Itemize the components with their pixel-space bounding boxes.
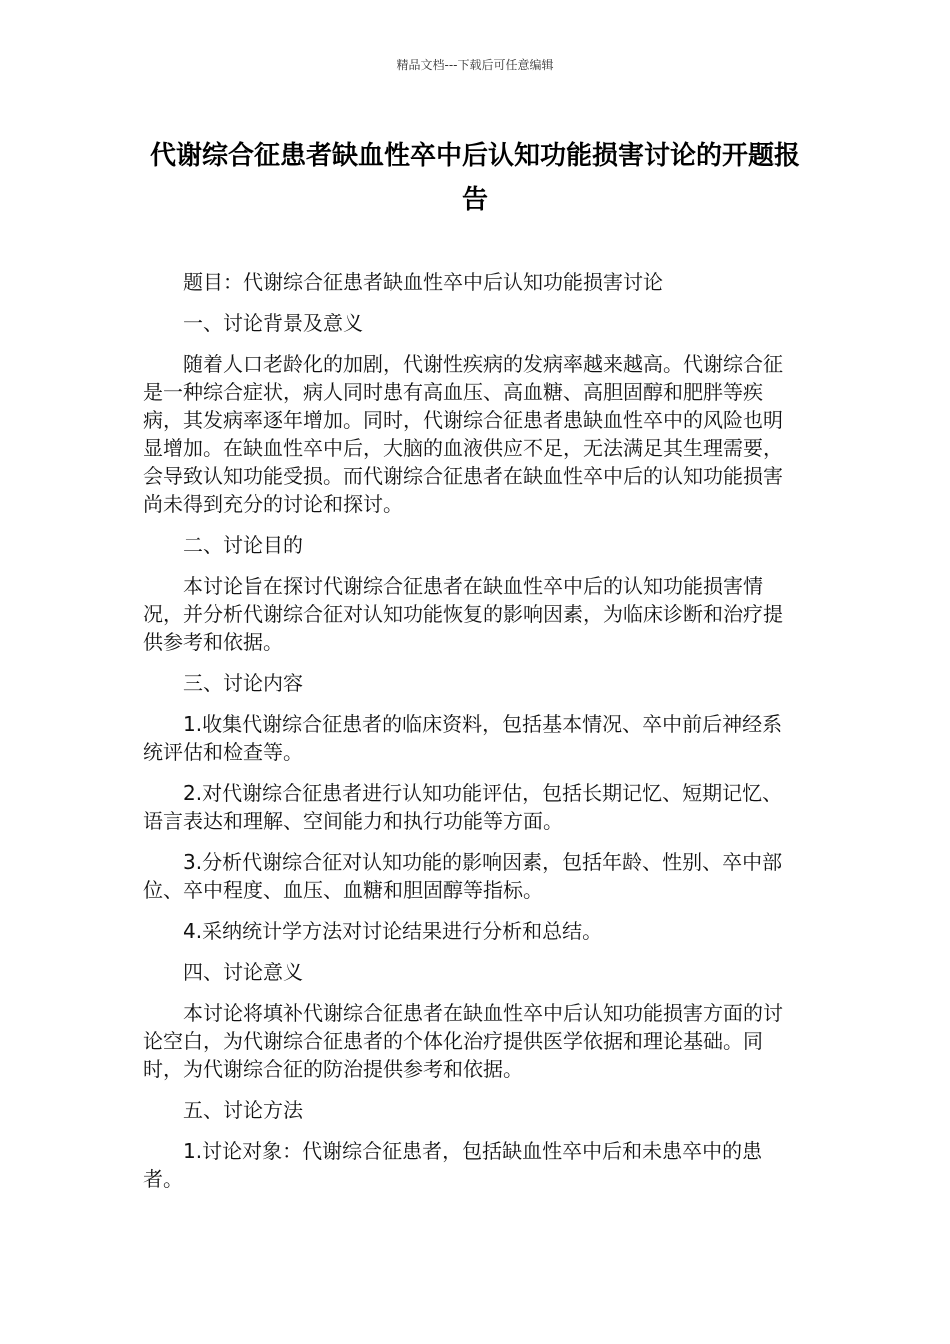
section-heading-background: 一、讨论背景及意义 — [183, 311, 363, 335]
purpose-paragraph: 本讨论旨在探讨代谢综合征患者在缺血性卒中后的认知功能损害情况，并分析代谢综合征对认知功能恢复的影响因素，为临床诊断和治疗提供参考和依据。 — [143, 574, 783, 654]
section-heading-purpose: 二、讨论目的 — [183, 533, 303, 557]
content-item-1: 1.收集代谢综合征患者的临床资料，包括基本情况、卒中前后神经系统评估和检查等。 — [143, 712, 783, 764]
document-title: 代谢综合征患者缺血性卒中后认知功能损害讨论的开题报告 — [149, 141, 800, 215]
section-heading-significance: 四、讨论意义 — [183, 960, 303, 984]
background-paragraph: 随着人口老龄化的加剧，代谢性疾病的发病率越来越高。代谢综合征是一种综合症状，病人同时患有高血压、高血糖、高胆固醇和肥胖等疾病，其发病率逐年增加。同时，代谢综合征患者患缺血性卒中的风险也明显增加。在缺血性卒中后，大脑的血液供应不足，无法满足其生理需要，会导致认知功能受损。而代谢综合征患者在缺血性卒中后的认知功能损害尚未得到充分的讨论和探讨。 — [143, 352, 783, 516]
document-body — [143, 268, 793, 1206]
header-note: 精品文档---下载后可任意编辑 — [396, 58, 554, 72]
content-item-4: 4.采纳统计学方法对讨论结果进行分析和总结。 — [183, 919, 603, 943]
section-heading-method: 五、讨论方法 — [183, 1098, 303, 1122]
content-item-3: 3.分析代谢综合征对认知功能的影响因素，包括年龄、性别、卒中部位、卒中程度、血压、血糖和胆固醇等指标。 — [143, 850, 783, 902]
section-heading-content: 三、讨论内容 — [183, 671, 303, 695]
significance-paragraph: 本讨论将填补代谢综合征患者在缺血性卒中后认知功能损害方面的讨论空白，为代谢综合征患者的个体化治疗提供医学依据和理论基础。同时，为代谢综合征的防治提供参考和依据。 — [143, 1001, 783, 1081]
content-item-2: 2.对代谢综合征患者进行认知功能评估，包括长期记忆、短期记忆、语言表达和理解、空间能力和执行功能等方面。 — [143, 781, 783, 833]
subject-line: 题目：代谢综合征患者缺血性卒中后认知功能损害讨论 — [183, 270, 663, 294]
method-item-1: 1.讨论对象：代谢综合征患者，包括缺血性卒中后和未患卒中的患者。 — [143, 1139, 763, 1191]
